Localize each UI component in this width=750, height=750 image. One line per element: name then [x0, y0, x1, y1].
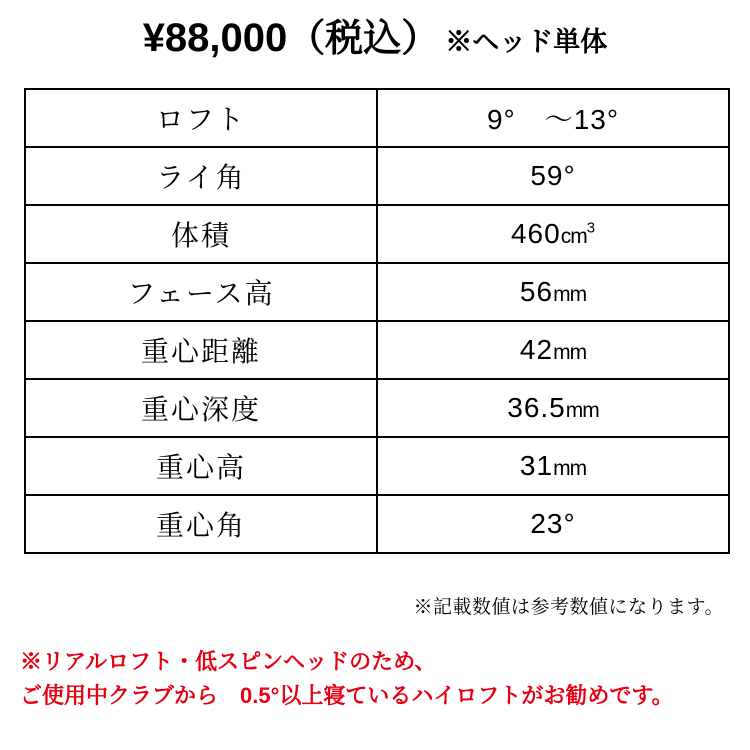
table-row	[25, 321, 729, 379]
table-row	[25, 205, 729, 263]
spec-value-text: 42	[519, 334, 554, 365]
spec-value	[377, 437, 729, 495]
unit-mm: mm	[553, 457, 587, 480]
spec-value	[377, 495, 729, 553]
unit-mm: mm	[553, 341, 587, 364]
table-row	[25, 147, 729, 205]
spec-value	[377, 205, 729, 263]
spec-value-text: 23°	[530, 508, 576, 539]
table-row	[25, 379, 729, 437]
table-row	[25, 437, 729, 495]
unit-mm: mm	[565, 399, 599, 422]
unit-mm: mm	[553, 283, 587, 306]
warning-line-2: ご使用中クラブから 0.5°以上寝ているハイロフトがお勧めです。	[20, 683, 674, 709]
spec-label: 重心距離	[25, 321, 377, 379]
spec-value-text: 56	[519, 276, 554, 307]
table-row	[25, 263, 729, 321]
unit-cm-exponent: 3	[586, 219, 596, 237]
spec-value	[377, 89, 729, 147]
spec-value-text: 59°	[530, 160, 576, 191]
unit-cm: cm	[560, 225, 587, 248]
spec-label: 体積	[25, 205, 377, 263]
table-row	[25, 495, 729, 553]
spec-value-text: 31	[519, 450, 554, 481]
spec-label: 重心深度	[25, 379, 377, 437]
spec-label: 重心角	[25, 495, 377, 553]
price-amount: ¥88,000	[142, 16, 288, 60]
price-note: ※ヘッド単体	[445, 27, 608, 57]
spec-value	[377, 263, 729, 321]
spec-value	[377, 379, 729, 437]
spec-label: ロフト	[25, 89, 377, 147]
spec-value	[377, 147, 729, 205]
price-header	[0, 0, 750, 61]
spec-value-text: 9° ～13°	[486, 104, 620, 135]
table-row	[25, 89, 729, 147]
spec-label: 重心高	[25, 437, 377, 495]
warning-text	[20, 645, 735, 713]
spec-value-text: 36.5	[507, 392, 566, 423]
spec-value-text: 460	[510, 218, 561, 249]
table-footnote: ※記載数値は参考数値になります。	[413, 597, 724, 618]
warning-line-1: ※リアルロフト・低スピンヘッドのため、	[20, 649, 437, 674]
spec-label: フェース高	[25, 263, 377, 321]
price-tax-label: （税込）	[287, 18, 440, 60]
spec-value	[377, 321, 729, 379]
spec-label: ライ角	[25, 147, 377, 205]
spec-table	[24, 88, 730, 554]
